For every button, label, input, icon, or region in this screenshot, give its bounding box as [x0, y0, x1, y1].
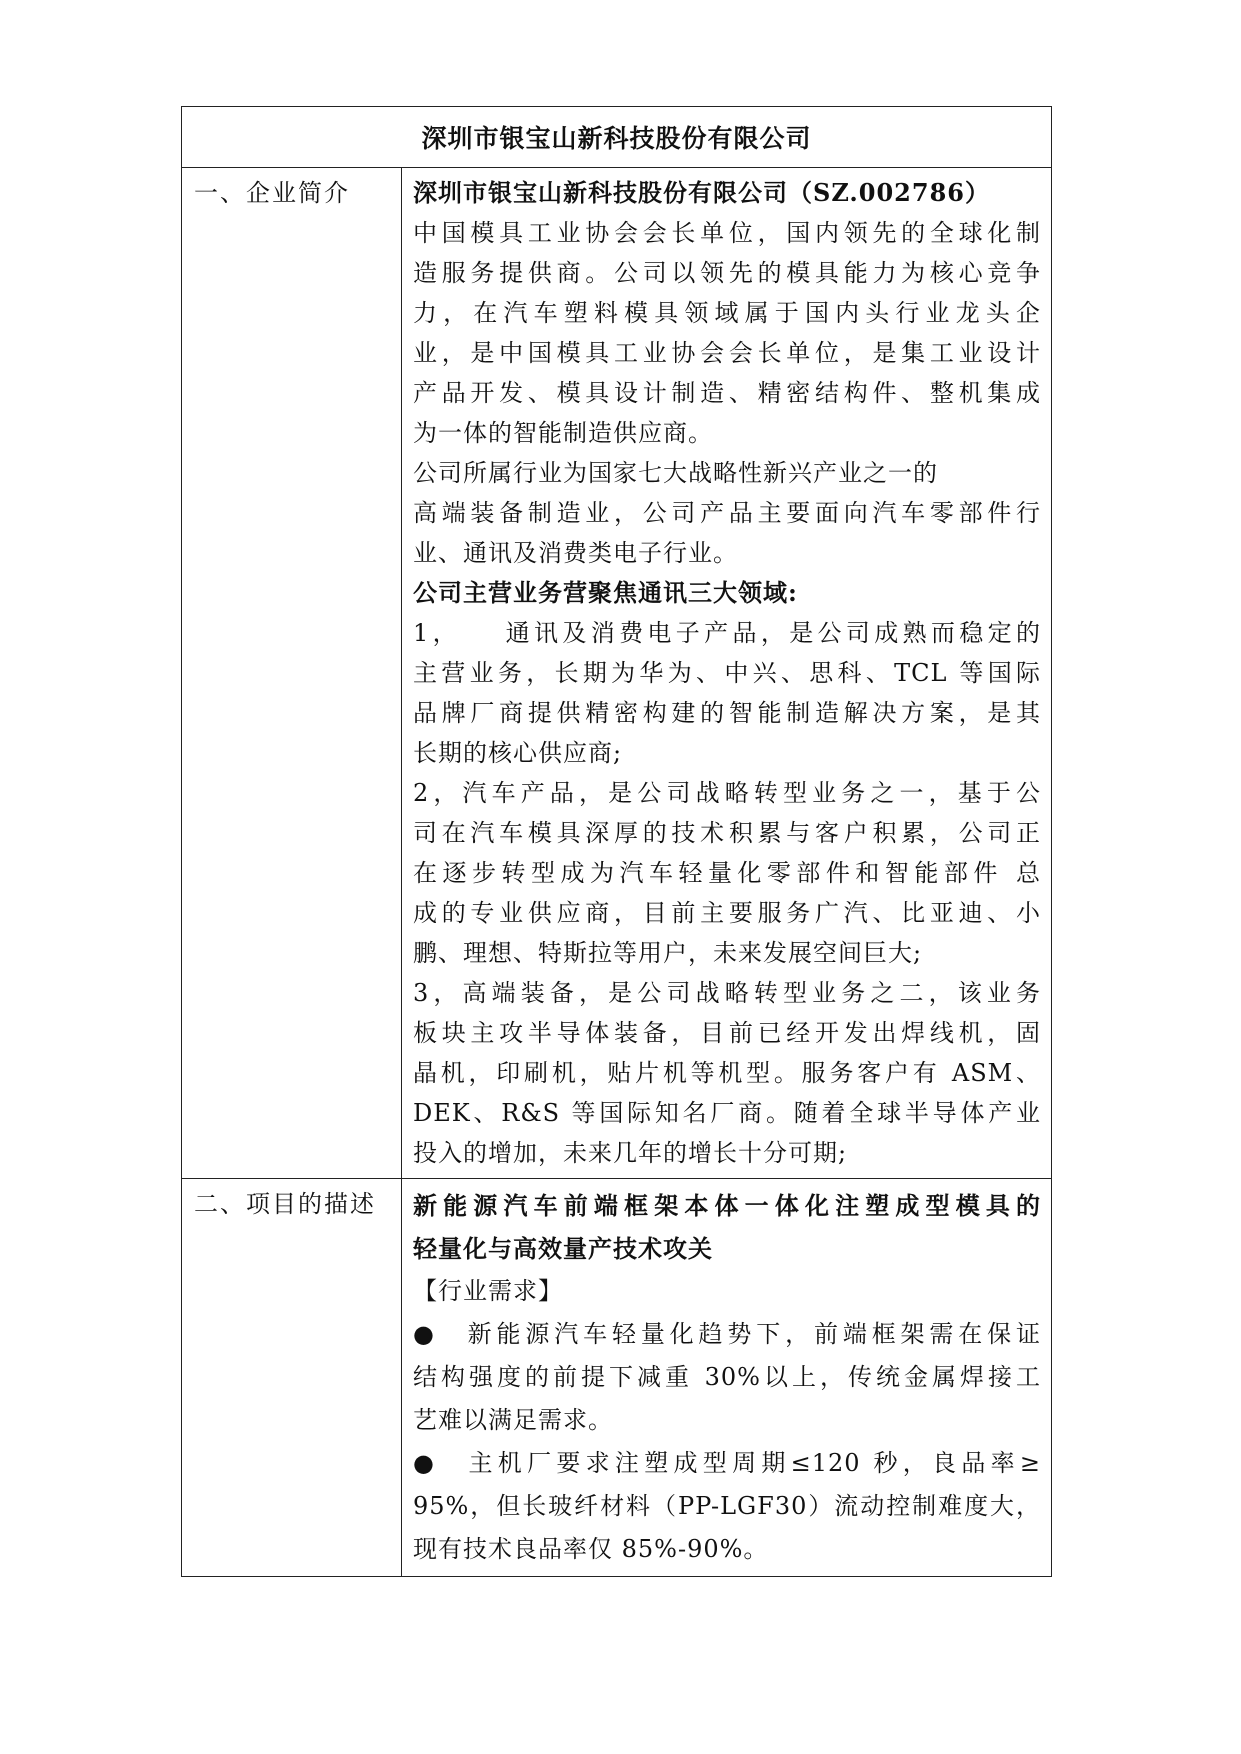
company-profile-row: [182, 168, 1052, 1179]
table-title: 深圳市银宝山新科技股份有限公司: [182, 107, 1052, 168]
section1-text-line: 主营业务，长期为华为、中兴、思科、TCL 等国际: [413, 659, 1042, 687]
section1-lines: [413, 173, 1041, 1173]
section1-text-line: 1， 通讯及消费电子产品，是公司成熟而稳定的: [413, 619, 1042, 647]
section1-text-line: 深圳市银宝山新科技股份有限公司（SZ.002786）: [413, 178, 990, 207]
section1-text-line: 中国模具工业协会会长单位，国内领先的全球化制: [413, 219, 1042, 247]
section2-lines: [413, 1184, 1041, 1571]
section1-text-line: DEK、R&S 等国际知名厂商。随着全球半导体产业: [413, 1099, 1042, 1127]
section1-text-line: 投入的增加，未来几年的增长十分可期;: [413, 1139, 848, 1167]
section1-text-line: 公司所属行业为国家七大战略性新兴产业之一的: [413, 459, 938, 487]
section1-text-line: 司在汽车模具深厚的技术积累与客户积累，公司正: [413, 819, 1042, 847]
section1-text-line: 晶机，印刷机，贴片机等机型。服务客户有 ASM、: [413, 1059, 1042, 1087]
section1-text-line: 在逐步转型成为汽车轻量化零部件和智能部件 总: [413, 859, 1042, 887]
section1-text-line: 品牌厂商提供精密构建的智能制造解决方案，是其: [413, 699, 1042, 727]
section1-text-line: 3，高端装备，是公司战略转型业务之二，该业务: [413, 979, 1042, 1007]
section2-text-line: 新能源汽车前端框架本体一体化注塑成型模具的: [413, 1191, 1042, 1220]
section2-text-line: 轻量化与高效量产技术攻关: [413, 1234, 713, 1263]
section1-text-line: 业，是中国模具工业协会会长单位，是集工业设计: [413, 339, 1042, 367]
section1-text-line: 高端装备制造业，公司产品主要面向汽车零部件行: [413, 499, 1042, 527]
section1-text-line: 成的专业供应商，目前主要服务广汽、比亚迪、小: [413, 899, 1042, 927]
section1-text-line: 板块主攻半导体装备，目前已经开发出焊线机，固: [413, 1019, 1042, 1047]
section1-text-line: 鹏、理想、特斯拉等用户，未来发展空间巨大;: [413, 939, 923, 967]
section2-text-line: ● 主机厂要求注塑成型周期≤120 秒，良品率≥: [413, 1449, 1042, 1477]
section1-text-line: 2，汽车产品，是公司战略转型业务之一，基于公: [413, 779, 1042, 807]
section2-label: 二、项目的描述: [182, 1179, 402, 1577]
section1-text-line: 公司主营业务营聚焦通讯三大领域:: [413, 578, 798, 607]
section2-text-line: 【行业需求】: [413, 1277, 563, 1305]
section1-text-line: 长期的核心供应商;: [413, 739, 623, 767]
section1-content: [402, 168, 1052, 1179]
section2-text-line: 95%，但长玻纤材料（PP-LGF30）流动控制难度大，: [413, 1492, 1042, 1520]
section2-text-line: 艺难以满足需求。: [413, 1406, 613, 1434]
section2-text-line: ● 新能源汽车轻量化趋势下，前端框架需在保证: [413, 1320, 1042, 1348]
section1-text-line: 为一体的智能制造供应商。: [413, 419, 713, 447]
section1-text-line: 力，在汽车塑料模具领域属于国内头行业龙头企: [413, 299, 1042, 327]
section1-text-line: 业、通讯及消费类电子行业。: [413, 539, 738, 567]
section1-text-line: 产品开发、模具设计制造、精密结构件、整机集成: [413, 379, 1042, 407]
section2-text-line: 结构强度的前提下减重 30%以上，传统金属焊接工: [413, 1363, 1042, 1391]
section1-text-line: 造服务提供商。公司以领先的模具能力为核心竞争: [413, 259, 1042, 287]
company-info-table: [181, 106, 1052, 1577]
title-row: [182, 107, 1052, 168]
project-description-row: [182, 1179, 1052, 1577]
section1-label: 一、企业简介: [182, 168, 402, 1179]
section2-content: [402, 1179, 1052, 1577]
section2-text-line: 现有技术良品率仅 85%-90%。: [413, 1535, 769, 1563]
